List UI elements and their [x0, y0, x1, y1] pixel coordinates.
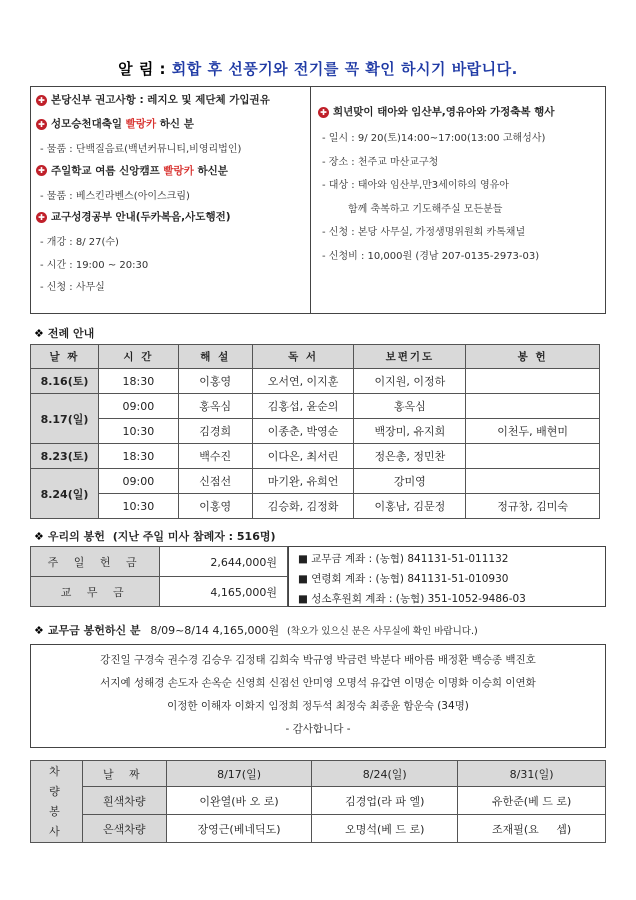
liturgy-table	[30, 344, 600, 519]
cross-bullet-icon: ✚	[318, 107, 329, 118]
liturgy-commentary: 백수진	[178, 444, 252, 469]
liturgy-reading: 오서연, 이지훈	[252, 369, 354, 394]
liturgy-title: ❖ 전례 안내	[34, 327, 95, 340]
cross-bullet-icon: ✚	[36, 95, 47, 106]
vehicle-cell: 장영근(베네딕도)	[166, 815, 312, 843]
account-seongso: ■ 성소후원회 계좌 : (농협) 351-1052-9486-03	[298, 593, 526, 605]
cross-bullet-icon: ✚	[36, 165, 47, 176]
liturgy-offering	[466, 469, 600, 494]
liturgy-commentary: 이홍영	[178, 494, 252, 519]
liturgy-time: 09:00	[98, 469, 178, 494]
diamond-bullet-icon: ❖	[34, 530, 44, 543]
offering-subtitle: (지난 주일 미사 참례자 : 516명)	[112, 530, 276, 543]
vehicle-cell: 오명석(베 드 로)	[312, 815, 458, 843]
liturgy-offering	[466, 394, 600, 419]
donors-box	[30, 644, 606, 748]
vehicle-title: 차 량 봉 사	[31, 761, 83, 843]
announcement-detail: - 물품 : 베스킨라벤스(아이스크림)	[40, 190, 190, 202]
vehicle-cell: 이완열(바 오 로)	[166, 787, 312, 815]
liturgy-time: 18:30	[98, 444, 178, 469]
liturgy-offering	[466, 444, 600, 469]
vehicle-date: 8/24(일)	[312, 761, 458, 787]
liturgy-header: 보편기도	[354, 345, 466, 369]
announcement-detail: - 대상 : 태아와 임산부,만3세이하의 영유아	[322, 180, 509, 191]
liturgy-row	[31, 369, 600, 394]
notice-banner	[0, 58, 636, 79]
cross-bullet-icon: ✚	[36, 212, 47, 223]
liturgy-row	[31, 419, 600, 444]
liturgy-date: 8.23(토)	[31, 444, 99, 469]
vehicle-cell: 조재필(요 셉)	[458, 815, 606, 843]
liturgy-date: 8.17(일)	[31, 394, 99, 444]
liturgy-reading: 김승화, 김정화	[252, 494, 354, 519]
liturgy-header: 해 설	[178, 345, 252, 369]
announcement-detail: - 개강 : 8/ 27(수)	[40, 237, 119, 249]
announcement-detail: - 신청비 : 10,000원 (경남 207-0135-2973-03)	[322, 250, 540, 262]
cross-bullet-icon: ✚	[36, 119, 47, 130]
notice-text: 회합 후 선풍기와 전기를 꼭 확인 하시기 바랍니다.	[171, 60, 518, 78]
liturgy-time: 10:30	[98, 419, 178, 444]
offering-amount-sunday: 2,644,000원	[160, 547, 288, 577]
liturgy-reading: 이종춘, 박영순	[252, 419, 354, 444]
offering-table	[30, 546, 288, 607]
announcement-heading: ✚ 희년맞이 태아와 임산부,영유아와 가정축복 행사	[318, 104, 554, 119]
account-kyomu: ■ 교무금 계좌 : (농협) 841131-51-011132	[298, 553, 509, 565]
liturgy-reading: 이다은, 최서린	[252, 444, 354, 469]
liturgy-row	[31, 444, 600, 469]
liturgy-offering: 정규창, 김미숙	[466, 494, 600, 519]
diamond-bullet-icon: ❖	[34, 327, 44, 340]
vehicle-date-header: 날 짜	[82, 761, 166, 787]
liturgy-time: 18:30	[98, 369, 178, 394]
announcement-heading: ✚ 주일학교 여름 신앙캠프 빨랑카 하신분	[36, 163, 228, 178]
liturgy-time: 10:30	[98, 494, 178, 519]
announcement-detail: - 물품 : 단백질음료(백년커뮤니티,비영리법인)	[40, 144, 242, 155]
announcement-heading: ✚ 본당신부 권고사항 : 레지오 및 제단체 가입권유	[36, 92, 270, 107]
liturgy-commentary: 이홍영	[178, 369, 252, 394]
announcement-detail: 함께 축복하고 기도해주실 모든분들	[348, 203, 503, 215]
liturgy-row	[31, 494, 600, 519]
announcement-heading: ✚ 성모승천대축일 빨랑카 하신 분	[36, 116, 194, 131]
offering-label-sunday: 주 일 헌 금	[31, 547, 160, 577]
vehicle-table	[30, 760, 606, 843]
announcement-detail: - 신청 : 사무실	[40, 282, 105, 294]
vehicle-cell: 유한준(베 드 로)	[458, 787, 606, 815]
donors-title: ❖ 교무금 봉헌하신 분 8/09~8/14 4,165,000원 (착오가 있으신 분은 사무실에 확인 바랍니다.)	[34, 624, 478, 637]
announcement-heading: ✚ 교구성경공부 안내(두카복음,사도행전)	[36, 209, 231, 224]
vehicle-cell: 김경업(라 파 엘)	[312, 787, 458, 815]
donors-line: 서지예 성해경 손도자 손옥순 신영희 신점선 안미영 오명석 유갑연 이명순 이명화 이승희 이연화	[100, 677, 536, 689]
announcement-detail: - 일시 : 9/ 20(토)14:00~17:00(13:00 고해성사)	[322, 133, 546, 144]
donors-line: 이정한 이해자 이화지 임정희 정두석 최정숙 최종윤 함운숙 (34명)	[167, 700, 469, 712]
liturgy-header: 시 간	[98, 345, 178, 369]
announcement-detail: - 시간 : 19:00 ~ 20:30	[40, 259, 149, 271]
liturgy-commentary: 김경희	[178, 419, 252, 444]
liturgy-prayer: 강미영	[354, 469, 466, 494]
liturgy-commentary: 신점선	[178, 469, 252, 494]
vehicle-date: 8/17(일)	[166, 761, 312, 787]
vehicle-row-label: 은색차량	[82, 815, 166, 843]
donors-period: 8/09~8/14 4,165,000원	[150, 624, 280, 637]
liturgy-prayer: 이홍남, 김문정	[354, 494, 466, 519]
announcement-detail: - 장소 : 천주교 마산교구청	[322, 156, 439, 168]
donors-line: 강진일 구경숙 권수경 김승우 김정태 김희숙 박규영 박금련 박분다 배아름 배정환 백승종 백진호	[100, 654, 536, 666]
liturgy-prayer: 이지원, 이정하	[354, 369, 466, 394]
liturgy-prayer: 백장미, 유지희	[354, 419, 466, 444]
donors-note: (착오가 있으신 분은 사무실에 확인 바랍니다.)	[286, 626, 478, 637]
liturgy-row	[31, 469, 600, 494]
liturgy-header: 봉 헌	[466, 345, 600, 369]
vehicle-date: 8/31(일)	[458, 761, 606, 787]
liturgy-prayer: 정은총, 정민찬	[354, 444, 466, 469]
liturgy-date: 8.16(토)	[31, 369, 99, 394]
liturgy-reading: 김홍섭, 윤순의	[252, 394, 354, 419]
liturgy-prayer: 홍옥심	[354, 394, 466, 419]
liturgy-offering: 이천두, 배현미	[466, 419, 600, 444]
offering-amount-kyomu: 4,165,000원	[160, 577, 288, 607]
liturgy-date: 8.24(일)	[31, 469, 99, 519]
donors-thanks: - 감사합니다 -	[285, 723, 351, 735]
liturgy-reading: 마기완, 유희언	[252, 469, 354, 494]
account-yeonryeong: ■ 연령회 계좌 : (농협) 841131-51-010930	[298, 573, 509, 585]
liturgy-time: 09:00	[98, 394, 178, 419]
liturgy-row	[31, 394, 600, 419]
diamond-bullet-icon: ❖	[34, 624, 44, 637]
liturgy-offering	[466, 369, 600, 394]
notice-label: 알 림 :	[118, 60, 167, 78]
offering-title: ❖ 우리의 봉헌 (지난 주일 미사 참례자 : 516명)	[34, 530, 276, 543]
liturgy-header: 독 서	[252, 345, 354, 369]
liturgy-header: 날 짜	[31, 345, 99, 369]
announcements-divider	[310, 86, 311, 314]
liturgy-commentary: 홍옥심	[178, 394, 252, 419]
announcement-detail: - 신청 : 본당 사무실, 가정생명위원회 카톡채널	[322, 227, 526, 238]
offering-label-kyomu: 교 무 금	[31, 577, 160, 607]
vehicle-row-label: 흰색차량	[82, 787, 166, 815]
